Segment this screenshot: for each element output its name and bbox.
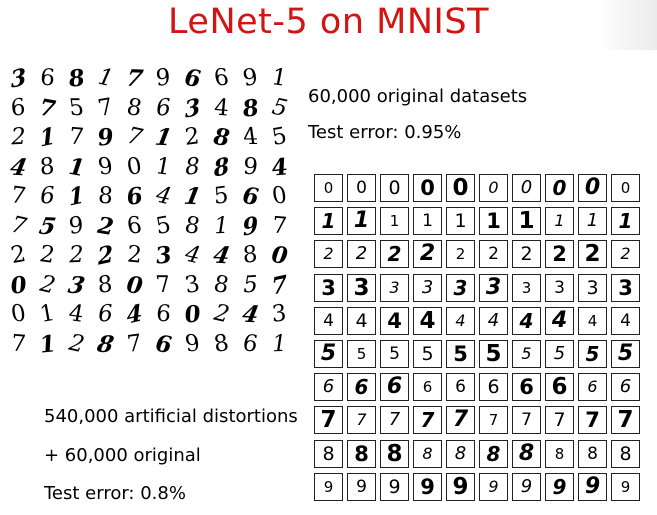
plus-original-caption: + 60,000 original xyxy=(44,445,201,466)
sample-digit: 6 xyxy=(151,329,176,359)
sample-digit: 1 xyxy=(182,182,203,211)
distorted-digit-cell: 3 xyxy=(512,274,541,302)
distorted-digit-cell: 7 xyxy=(545,406,574,434)
sample-digit: 4 xyxy=(8,153,29,181)
distorted-digit-cell: 4 xyxy=(512,307,541,335)
sample-digit: 4 xyxy=(240,300,261,329)
sample-digit: 0 xyxy=(267,241,292,270)
distorted-digit-cell: 6 xyxy=(446,373,475,401)
sample-digit: 6 xyxy=(7,93,30,122)
distorted-digit-cell: 3 xyxy=(578,274,607,302)
distorted-digit-cell: 2 xyxy=(578,240,607,268)
sample-digit: 9 xyxy=(96,153,115,180)
distorted-digit-cell: 5 xyxy=(314,340,343,368)
distorted-digit-cell: 3 xyxy=(314,274,343,302)
sample-digit: 2 xyxy=(181,123,204,151)
distorted-digit-cell: 6 xyxy=(611,373,640,401)
sample-digit: 6 xyxy=(212,65,231,91)
sample-digit: 3 xyxy=(154,241,173,270)
sample-digit: 9 xyxy=(242,152,259,181)
distorted-digit-cell: 7 xyxy=(578,406,607,434)
distorted-digit-cell: 6 xyxy=(479,373,508,401)
sample-digit: 8 xyxy=(127,93,142,122)
distorted-digit-cell: 4 xyxy=(314,307,343,335)
distorted-digit-cell: 0 xyxy=(578,174,607,202)
distorted-digit-cell: 6 xyxy=(578,373,607,401)
sample-digit: 3 xyxy=(183,92,202,124)
sample-digit: 1 xyxy=(64,152,89,182)
distorted-digit-cell: 6 xyxy=(413,373,442,401)
sample-digit: 4 xyxy=(182,240,203,270)
distorted-digit-cell: 6 xyxy=(512,373,541,401)
distorted-digit-cell: 9 xyxy=(446,473,475,501)
distorted-digit-cell: 9 xyxy=(512,473,541,501)
distorted-digit-cell: 0 xyxy=(611,174,640,202)
sample-digit: 7 xyxy=(95,93,115,122)
sample-digit: 7 xyxy=(124,122,145,152)
distorted-digit-cell: 6 xyxy=(545,373,574,401)
sample-digit: 7 xyxy=(270,269,289,301)
distorted-digit-cell: 7 xyxy=(512,406,541,434)
distorted-digit-cell: 2 xyxy=(380,240,409,268)
distorted-digit-cell: 4 xyxy=(578,307,607,335)
sample-digit: 6 xyxy=(155,300,172,328)
distorted-digit-cell: 0 xyxy=(446,174,475,202)
sample-digit: 7 xyxy=(68,123,85,151)
distorted-digit-cell: 1 xyxy=(479,207,508,235)
sample-digit: 4 xyxy=(213,93,230,122)
sample-digit: 4 xyxy=(125,299,144,330)
distorted-digit-cell: 2 xyxy=(413,240,442,268)
distorted-digit-cell: 5 xyxy=(380,340,409,368)
mnist-sample-grid xyxy=(4,64,296,360)
distorted-digit-cell: 1 xyxy=(611,207,640,235)
sample-digit: 5 xyxy=(242,271,259,298)
distorted-digit-cell: 5 xyxy=(512,340,541,368)
distorted-digit-cell: 2 xyxy=(314,240,343,268)
distorted-digit-cell: 5 xyxy=(578,340,607,368)
sample-digit: 1 xyxy=(213,212,230,239)
distorted-digit-cell: 5 xyxy=(611,340,640,368)
sample-digit: 7 xyxy=(11,181,26,211)
sample-digit: 4 xyxy=(241,124,260,150)
sample-digit: 8 xyxy=(94,270,117,299)
sample-digit: 8 xyxy=(241,93,260,123)
sample-digit: 6 xyxy=(125,182,144,211)
sample-digit: 2 xyxy=(211,299,232,329)
sample-digit: 8 xyxy=(97,182,114,210)
distorted-digit-cell: 1 xyxy=(512,207,541,235)
sample-digit: 9 xyxy=(240,63,260,93)
sample-digit: 2 xyxy=(93,211,118,241)
sample-digit: 7 xyxy=(10,329,27,358)
distorted-digit-cell: 6 xyxy=(314,373,343,401)
distorted-digit-cell: 8 xyxy=(446,440,475,468)
distorted-digit-cell: 7 xyxy=(611,406,640,434)
sample-digit: 5 xyxy=(37,212,58,240)
distorted-digit-cell: 8 xyxy=(512,440,541,468)
sample-digit: 2 xyxy=(10,123,27,151)
sample-digit: 1 xyxy=(156,152,171,181)
distorted-digit-cell: 1 xyxy=(545,207,574,235)
sample-digit: 6 xyxy=(39,182,56,210)
sample-digit: 6 xyxy=(39,64,56,92)
distorted-digit-cell: 5 xyxy=(413,340,442,368)
distorted-digit-cell: 5 xyxy=(479,340,508,368)
sample-digit: 3 xyxy=(268,300,291,328)
distorted-digit-cell: 2 xyxy=(545,240,574,268)
sample-digit: 9 xyxy=(65,211,88,240)
sample-digit: 9 xyxy=(96,123,115,152)
sample-digit: 0 xyxy=(270,183,289,209)
sample-digit: 1 xyxy=(37,299,57,329)
sample-digit: 3 xyxy=(9,63,28,94)
distorted-digit-cell: 9 xyxy=(578,473,607,501)
distorted-digit-cell: 7 xyxy=(380,406,409,434)
sample-digit: 7 xyxy=(154,271,173,298)
original-count-caption: 60,000 original datasets xyxy=(308,86,528,107)
sample-digit: 8 xyxy=(214,270,229,299)
distorted-digit-cell: 1 xyxy=(380,207,409,235)
sample-digit: 8 xyxy=(211,329,231,358)
sample-digit: 0 xyxy=(124,152,144,181)
sample-digit: 2 xyxy=(66,329,87,358)
sample-digit: 8 xyxy=(209,123,234,152)
distorted-digit-cell: 2 xyxy=(512,240,541,268)
sample-digit: 2 xyxy=(37,270,58,299)
sample-digit: 3 xyxy=(66,271,87,299)
distorted-digit-cell: 0 xyxy=(545,174,574,202)
distorted-digit-cell: 2 xyxy=(446,240,475,268)
distorted-digit-cell: 2 xyxy=(611,240,640,268)
distorted-digit-cell: 4 xyxy=(611,307,640,335)
sample-digit: 5 xyxy=(269,93,290,122)
sample-digit: 8 xyxy=(239,241,262,269)
sample-digit: 6 xyxy=(125,212,144,239)
sample-digit: 0 xyxy=(183,300,202,329)
distorted-digit-cell: 8 xyxy=(347,440,376,468)
distorted-digit-cell: 6 xyxy=(347,373,376,401)
distorted-digit-cell: 3 xyxy=(413,274,442,302)
distorted-digit-cell: 1 xyxy=(578,207,607,235)
distorted-digit-cell: 4 xyxy=(413,307,442,335)
distorted-digit-grid xyxy=(314,174,648,508)
distorted-digit-cell: 3 xyxy=(479,274,508,302)
distortions-caption: 540,000 artificial distortions xyxy=(44,406,298,427)
distorted-digit-cell: 1 xyxy=(314,207,343,235)
sample-digit: 4 xyxy=(270,152,289,182)
sample-digit: 8 xyxy=(185,211,200,240)
sample-digit: 5 xyxy=(269,122,289,152)
sample-digit: 1 xyxy=(95,63,116,93)
sample-digit: 6 xyxy=(238,182,263,211)
distorted-digit-cell: 8 xyxy=(413,440,442,468)
distorted-digit-cell: 7 xyxy=(347,406,376,434)
sample-digit: 8 xyxy=(212,151,231,183)
distorted-digit-cell: 5 xyxy=(446,340,475,368)
sample-digit: 9 xyxy=(183,330,202,357)
sample-digit: 4 xyxy=(153,181,174,211)
sample-digit: 7 xyxy=(35,93,60,123)
distorted-digit-cell: 0 xyxy=(314,174,343,202)
sample-digit: 5 xyxy=(67,94,86,121)
distorted-digit-cell: 4 xyxy=(380,307,409,335)
distorted-digit-cell: 3 xyxy=(380,274,409,302)
sample-digit: 2 xyxy=(68,241,85,269)
distorted-digit-cell: 8 xyxy=(578,440,607,468)
sample-digit: 6 xyxy=(97,300,114,328)
distorted-digit-cell: 3 xyxy=(545,274,574,302)
distorted-digit-cell: 1 xyxy=(347,207,376,235)
sample-digit: 9 xyxy=(152,64,175,92)
sample-digit: 7 xyxy=(123,329,146,358)
sample-digit: 8 xyxy=(36,152,59,181)
sample-digit: 1 xyxy=(271,330,288,357)
sample-digit: 1 xyxy=(67,181,86,212)
distorted-digit-cell: 3 xyxy=(446,274,475,302)
distorted-digit-cell: 9 xyxy=(545,473,574,501)
distorted-digit-cell: 0 xyxy=(512,174,541,202)
sample-digit: 1 xyxy=(153,123,174,152)
distorted-digit-cell: 2 xyxy=(347,240,376,268)
slide-title: LeNet-5 on MNIST xyxy=(168,2,489,42)
sample-digit: 4 xyxy=(211,241,232,270)
sample-digit: 1 xyxy=(38,122,57,153)
sample-digit: 0 xyxy=(9,301,28,327)
distorted-digit-cell: 1 xyxy=(413,207,442,235)
distorted-digit-cell: 3 xyxy=(347,274,376,302)
original-error-caption: Test error: 0.95% xyxy=(308,122,462,143)
sample-digit: 6 xyxy=(243,329,258,358)
sample-digit: 4 xyxy=(69,299,84,329)
sample-digit: 5 xyxy=(210,182,233,210)
distorted-digit-cell: 0 xyxy=(413,174,442,202)
sample-digit: 8 xyxy=(95,330,116,358)
sample-digit: 5 xyxy=(153,211,173,240)
sample-digit: 2 xyxy=(96,240,115,271)
distorted-digit-cell: 4 xyxy=(479,307,508,335)
distorted-digit-cell: 7 xyxy=(314,406,343,434)
sample-digit: 2 xyxy=(40,240,55,270)
sample-digit: 7 xyxy=(124,64,145,93)
sample-digit: 3 xyxy=(182,270,202,299)
distorted-digit-cell: 4 xyxy=(446,307,475,335)
distorted-digit-cell: 5 xyxy=(347,340,376,368)
sample-digit: 6 xyxy=(180,64,205,93)
distorted-digit-cell: 7 xyxy=(446,406,475,434)
distorted-digit-cell: 8 xyxy=(314,440,343,468)
sample-digit: 0 xyxy=(122,270,147,300)
distorted-digit-cell: 0 xyxy=(479,174,508,202)
sample-digit: 6 xyxy=(155,94,172,121)
distorted-digit-cell: 7 xyxy=(413,406,442,434)
distorted-digit-cell: 3 xyxy=(611,274,640,302)
distorted-digit-cell: 9 xyxy=(380,473,409,501)
sample-digit: 8 xyxy=(67,64,86,93)
distorted-digit-cell: 9 xyxy=(314,473,343,501)
sample-digit: 8 xyxy=(184,153,201,180)
distorted-digit-cell: 4 xyxy=(545,307,574,335)
distorted-digit-cell: 4 xyxy=(347,307,376,335)
sample-digit: 0 xyxy=(9,270,28,300)
distorted-digit-cell: 8 xyxy=(545,440,574,468)
sample-digit: 7 xyxy=(271,211,288,240)
distorted-digit-cell: 9 xyxy=(413,473,442,501)
distorted-digit-cell: 0 xyxy=(380,174,409,202)
sample-digit: 1 xyxy=(38,329,57,359)
sample-digit: 9 xyxy=(241,210,260,242)
distorted-digit-cell: 9 xyxy=(347,473,376,501)
distorted-digit-cell: 0 xyxy=(347,174,376,202)
distorted-digit-cell: 1 xyxy=(446,207,475,235)
distorted-digit-cell: 5 xyxy=(545,340,574,368)
sample-digit: 2 xyxy=(8,240,28,270)
distorted-digit-cell: 8 xyxy=(380,440,409,468)
distorted-error-caption: Test error: 0.8% xyxy=(44,483,186,504)
distorted-digit-cell: 8 xyxy=(611,440,640,468)
distorted-digit-cell: 9 xyxy=(611,473,640,501)
distorted-digit-cell: 8 xyxy=(479,440,508,468)
sample-digit: 1 xyxy=(272,63,287,93)
distorted-digit-cell: 2 xyxy=(479,240,508,268)
sample-digit: 2 xyxy=(126,241,143,269)
distorted-digit-cell: 6 xyxy=(380,373,409,401)
distorted-digit-cell: 9 xyxy=(479,473,508,501)
distorted-digit-cell: 7 xyxy=(479,406,508,434)
sample-digit: 7 xyxy=(8,211,29,240)
